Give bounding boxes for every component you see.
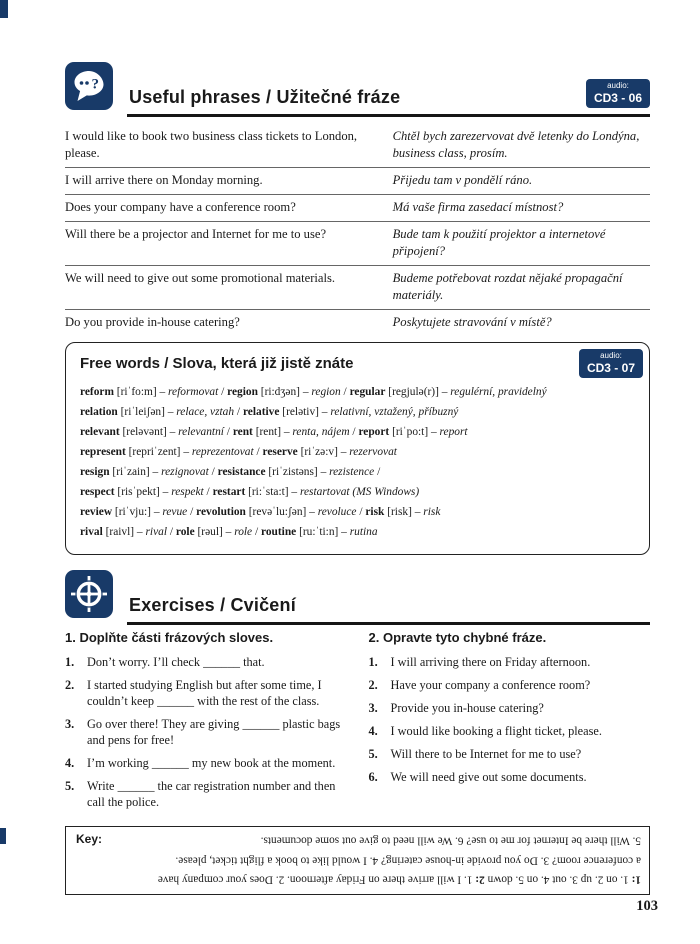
free-words-lines: [80, 382, 637, 542]
phrase-row: [65, 194, 650, 221]
exercise-list: [369, 655, 651, 786]
phrase-row: [65, 167, 650, 194]
text-segment: risk: [423, 506, 441, 518]
exercise-item-text: We will need give out some documents.: [390, 769, 587, 784]
text-segment: region: [227, 386, 258, 398]
phrase-czech: Přijedu tam v pondělí ráno.: [392, 173, 533, 187]
text-segment: a conference room? 3. Do you provide in-house catering? 4. I would like to book a flight ticket, please.: [175, 854, 641, 866]
exercises-header-rule: [127, 570, 650, 625]
phrase-row: [65, 124, 650, 167]
text-segment: 1. I will arrive there on Friday afternoon. 2. Does your company have: [157, 873, 476, 886]
exercise-item-number: 3.: [65, 716, 75, 731]
exercise-item-text: I would like booking a flight ticket, please.: [390, 723, 602, 738]
text-segment: /: [252, 526, 261, 538]
key-line: [74, 850, 641, 870]
speech-bubble-icon: [65, 62, 113, 110]
phrase-english: I will arrive there on Monday morning.: [65, 173, 263, 187]
exercise-item-number: 2.: [368, 677, 378, 692]
audio-badge-cd3-07: [579, 349, 643, 378]
exercise-item-number: 4.: [65, 755, 75, 770]
text-segment: resistance: [217, 466, 266, 478]
useful-phrases-title: Useful phrases / Užitečné fráze: [129, 87, 401, 107]
text-segment: respect: [80, 486, 115, 498]
text-segment: revolution: [196, 506, 246, 518]
text-segment: [risˈpekt] –: [114, 486, 172, 498]
exercise-columns: [65, 630, 650, 818]
exercise-item-number: 3.: [368, 700, 378, 715]
text-segment: rent: [232, 426, 253, 438]
text-segment: /: [374, 466, 381, 478]
exercise-item: [369, 770, 651, 786]
text-segment: resign: [80, 466, 110, 478]
text-segment: /: [223, 426, 233, 438]
text-segment: rezistence: [329, 466, 375, 478]
text-segment: /: [208, 466, 218, 478]
key-lines: [74, 830, 641, 889]
audio-track-number: CD3 - 06: [593, 91, 642, 105]
text-segment: renta, nájem: [292, 426, 350, 438]
free-words-box: [65, 342, 650, 555]
free-words-line: [80, 462, 637, 482]
exercise-column: [369, 630, 651, 818]
exercise-item: [65, 756, 347, 772]
exercise-item-text: Write ______ the car registration number and then call the police.: [87, 778, 336, 809]
text-segment: /: [349, 426, 359, 438]
text-segment: relace, vztah: [176, 406, 235, 418]
exercise-item: [65, 678, 347, 710]
exercise-item-number: 1.: [65, 655, 75, 669]
svg-text:?: ?: [91, 76, 99, 93]
free-words-line: [80, 422, 637, 442]
phrase-english: Does your company have a conference room?: [65, 200, 296, 214]
text-segment: 1. on 2. up 3. out 4. on 5. down: [484, 873, 632, 886]
text-segment: report: [439, 426, 468, 438]
text-segment: rezervovat: [349, 446, 397, 458]
exercise-item: [65, 717, 347, 749]
text-segment: [risk] –: [384, 506, 424, 518]
text-segment: restartovat (MS Windows): [299, 486, 420, 498]
phrase-row: [65, 265, 650, 309]
text-segment: relative: [242, 406, 280, 418]
exercise-heading: 1. Doplňte části frázových sloves.: [65, 630, 274, 645]
phrase-english: I would like to book two business class tickets to London, please.: [65, 129, 358, 160]
text-segment: [raivl] –: [102, 526, 146, 538]
text-segment: rutina: [349, 526, 378, 538]
text-segment: revue: [162, 506, 188, 518]
page-edge-tab-key: [0, 828, 6, 844]
text-segment: role: [175, 526, 195, 538]
exercise-item-number: 4.: [368, 723, 378, 738]
text-segment: [riˈpo:t] –: [389, 426, 440, 438]
exercise-item: [65, 779, 347, 811]
exercise-list: [65, 655, 347, 811]
exercise-item-text: Will there to be Internet for me to use?: [390, 746, 582, 761]
useful-phrases-section: [65, 62, 650, 336]
exercise-item: [369, 678, 651, 694]
text-segment: relation: [80, 406, 118, 418]
text-segment: [riˈvju:] –: [112, 506, 163, 518]
text-segment: 1:: [631, 873, 641, 886]
phrase-row: [65, 309, 650, 336]
text-segment: /: [340, 386, 350, 398]
text-segment: /: [187, 506, 197, 518]
free-words-line: [80, 502, 637, 522]
phrase-english: We will need to give out some promotional materials.: [65, 271, 336, 285]
text-segment: rival: [80, 526, 103, 538]
useful-phrases-header: [65, 62, 650, 114]
text-segment: [regjulə(r)] –: [385, 386, 451, 398]
audio-badge-cd3-06: [586, 79, 650, 108]
free-words-line: [80, 482, 637, 502]
text-segment: rival: [145, 526, 167, 538]
text-segment: [riˈleiʃən] –: [117, 406, 177, 418]
text-segment: report: [358, 426, 390, 438]
phrase-czech: Chtěl bych zarezervovat dvě letenky do Londýna, business class, prosím.: [392, 129, 640, 160]
text-segment: relevant: [80, 426, 120, 438]
free-words-title: Free words / Slova, která již jistě znáte: [80, 355, 354, 372]
exercise-item: [369, 701, 651, 717]
exercise-item-text: Go over there! They are giving ______ plastic bags and pens for free!: [87, 716, 341, 747]
exercise-item-number: 2.: [65, 677, 75, 692]
audio-label: audio:: [600, 351, 622, 360]
text-segment: relevantní: [178, 426, 224, 438]
key-line: [74, 869, 641, 889]
exercise-item: [65, 655, 347, 671]
free-words-line: [80, 442, 637, 462]
exercise-item-text: I’m working ______ my new book at the moment.: [87, 755, 336, 770]
phrase-czech: Bude tam k použití projektor a internetové připojení?: [392, 227, 606, 258]
text-segment: [riˈfo:m] –: [113, 386, 169, 398]
text-segment: [ri:dʒən] –: [257, 386, 312, 398]
free-words-line: [80, 402, 637, 422]
exercises-title: Exercises / Cvičení: [129, 595, 296, 615]
exercises-section: [65, 570, 650, 818]
text-segment: 2:: [475, 873, 485, 886]
key-label: Key:: [76, 832, 107, 846]
free-words-line: [80, 382, 637, 402]
exercise-item-text: Have your company a conference room?: [390, 677, 591, 692]
text-segment: reformovat: [168, 386, 219, 398]
exercises-header: [65, 570, 650, 622]
text-segment: relativní, vztažený, příbuzný: [330, 406, 459, 418]
text-segment: /: [167, 526, 176, 538]
text-segment: /: [203, 486, 213, 498]
exercise-item-text: I started studying English but after some time, I couldn’t keep ______ with the rest of the class.: [87, 677, 322, 708]
exercise-item-text: I will arriving there on Friday afternoon.: [390, 655, 591, 669]
exercise-item: [369, 747, 651, 763]
text-segment: reform: [80, 386, 114, 398]
text-segment: regulérní, pravidelný: [450, 386, 547, 398]
text-segment: /: [356, 506, 366, 518]
text-segment: [riˈzə:v] –: [297, 446, 350, 458]
phrase-czech: Budeme potřebovat rozdat nějaké propagační materiály.: [392, 271, 623, 302]
phrase-row: [65, 221, 650, 265]
exercise-item: [369, 655, 651, 671]
text-segment: respekt: [171, 486, 204, 498]
text-segment: reprezentovat: [191, 446, 254, 458]
useful-phrases-header-rule: [127, 62, 650, 117]
exercise-column: [65, 630, 347, 818]
text-segment: [ru:ˈti:n] –: [296, 526, 350, 538]
text-segment: restart: [212, 486, 246, 498]
page-number: 103: [636, 898, 658, 914]
text-segment: review: [80, 506, 113, 518]
phrase-english: Will there be a projector and Internet for me to use?: [65, 227, 327, 241]
text-segment: /: [234, 406, 243, 418]
text-segment: routine: [261, 526, 297, 538]
exercise-item-text: Provide you in-house catering?: [390, 700, 544, 715]
text-segment: [rəul] –: [194, 526, 235, 538]
phrase-czech: Poskytujete stravování v místě?: [392, 315, 552, 329]
phrase-english: Do you provide in-house catering?: [65, 315, 240, 329]
text-segment: region: [311, 386, 341, 398]
answer-key-box: [65, 826, 650, 895]
key-line: [74, 830, 641, 850]
text-segment: /: [218, 386, 228, 398]
phrase-czech: Má vaše firma zasedací místnost?: [392, 200, 564, 214]
text-segment: [rent] –: [252, 426, 293, 438]
exercise-item-number: 5.: [368, 746, 378, 761]
text-segment: [ri:ˈsta:t] –: [245, 486, 300, 498]
exercise-item-number: 6.: [368, 769, 378, 784]
text-segment: role: [234, 526, 253, 538]
free-words-line: [80, 522, 637, 542]
audio-track-number: CD3 - 07: [586, 361, 635, 375]
text-segment: [relətiv] –: [279, 406, 331, 418]
text-segment: rezignovat: [161, 466, 209, 478]
exercise-item-number: 5.: [65, 778, 75, 793]
text-segment: [reləvənt] –: [119, 426, 179, 438]
audio-label: audio:: [607, 81, 629, 90]
exercise-heading: 2. Opravte tyto chybné fráze.: [368, 630, 547, 645]
text-segment: reserve: [262, 446, 298, 458]
target-icon: [65, 570, 113, 618]
page-edge-tab-top: [0, 0, 8, 18]
text-segment: 5. Will there be Internet for me to use? 6. We will need to give out some documents.: [260, 834, 641, 847]
exercise-item-number: 1.: [368, 655, 378, 669]
text-segment: [riˈzistəns] –: [265, 466, 330, 478]
text-segment: [revəˈlu:ʃən] –: [245, 506, 318, 518]
text-segment: revoluce: [317, 506, 357, 518]
text-segment: risk: [365, 506, 385, 518]
text-segment: represent: [80, 446, 126, 458]
text-segment: /: [253, 446, 263, 458]
phrases-table: [65, 124, 650, 336]
text-segment: [riˈzain] –: [109, 466, 162, 478]
exercise-item: [369, 724, 651, 740]
exercise-item-text: Don’t worry. I’ll check ______ that.: [87, 655, 265, 669]
text-segment: [repriˈzent] –: [125, 446, 192, 458]
text-segment: regular: [349, 386, 386, 398]
